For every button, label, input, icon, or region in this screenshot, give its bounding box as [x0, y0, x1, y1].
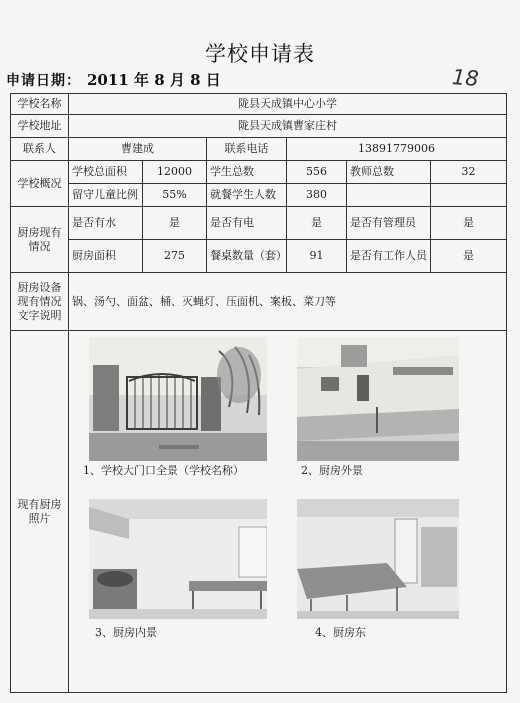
school-area-label: 学校总面积 — [69, 161, 143, 184]
photo-kitchen-east — [297, 499, 459, 619]
equipment-value: 锅、汤勺、面盆、桶、灭蝇灯、压面机、案板、菜刀等 — [69, 273, 507, 331]
kitchen-area-value: 275 — [143, 240, 207, 273]
form-title: 学校申请表 — [205, 42, 315, 66]
electric-label: 是否有电 — [207, 207, 287, 240]
water-label: 是否有水 — [69, 207, 143, 240]
school-address-label: 学校地址 — [11, 115, 69, 138]
electric-value: 是 — [287, 207, 347, 240]
school-name-label: 学校名称 — [11, 94, 69, 115]
students-value: 556 — [287, 161, 347, 184]
dining-label: 就餐学生人数 — [207, 184, 287, 207]
photo-kitchen-exterior — [297, 337, 459, 461]
photo-grid — [69, 331, 506, 673]
students-label: 学生总数 — [207, 161, 287, 184]
phone-value: 13891779006 — [287, 138, 507, 161]
application-form-table — [10, 93, 507, 693]
application-date — [6, 69, 221, 90]
manager-label: 是否有管理员 — [347, 207, 431, 240]
photo-caption-3: 3、厨房内景 — [95, 626, 157, 639]
overview-label: 学校概况 — [11, 161, 69, 207]
photos-cell — [69, 331, 507, 693]
water-value: 是 — [143, 207, 207, 240]
staff-value: 是 — [431, 240, 507, 273]
teachers-value: 32 — [431, 161, 507, 184]
left-behind-value: 55% — [143, 184, 207, 207]
photo-caption-2: 2、厨房外景 — [301, 464, 363, 477]
manager-value: 是 — [431, 207, 507, 240]
tables-label: 餐桌数量（套） — [207, 240, 287, 273]
left-behind-label: 留守儿童比例 — [69, 184, 143, 207]
kitchen-area-label: 厨房面积 — [69, 240, 143, 273]
handwritten-page-number: 18 — [451, 65, 480, 91]
school-name-value: 陇县天成镇中心小学 — [69, 94, 507, 115]
school-area-value: 12000 — [143, 161, 207, 184]
photo-caption-4: 4、厨房东 — [315, 626, 366, 639]
dining-value: 380 — [287, 184, 347, 207]
phone-label: 联系电话 — [207, 138, 287, 161]
contact-label: 联系人 — [11, 138, 69, 161]
photo-caption-1: 1、学校大门口全景（学校名称） — [83, 464, 244, 477]
photos-label: 现有厨房照片 — [11, 331, 69, 693]
staff-label: 是否有工作人员 — [347, 240, 431, 273]
tables-value: 91 — [287, 240, 347, 273]
kitchen-label: 厨房现有情况 — [11, 207, 69, 273]
date-label: 申请日期： — [6, 73, 81, 89]
contact-value: 曹建成 — [69, 138, 207, 161]
equipment-label: 厨房设备现有情况文字说明 — [11, 273, 69, 331]
school-address-value: 陇县天成镇曹家庄村 — [69, 115, 507, 138]
photo-kitchen-interior — [89, 499, 267, 619]
date-value: 2011 年 8 月 8 日 — [87, 71, 221, 89]
photo-school-gate — [89, 337, 267, 461]
teachers-label: 教师总数 — [347, 161, 431, 184]
